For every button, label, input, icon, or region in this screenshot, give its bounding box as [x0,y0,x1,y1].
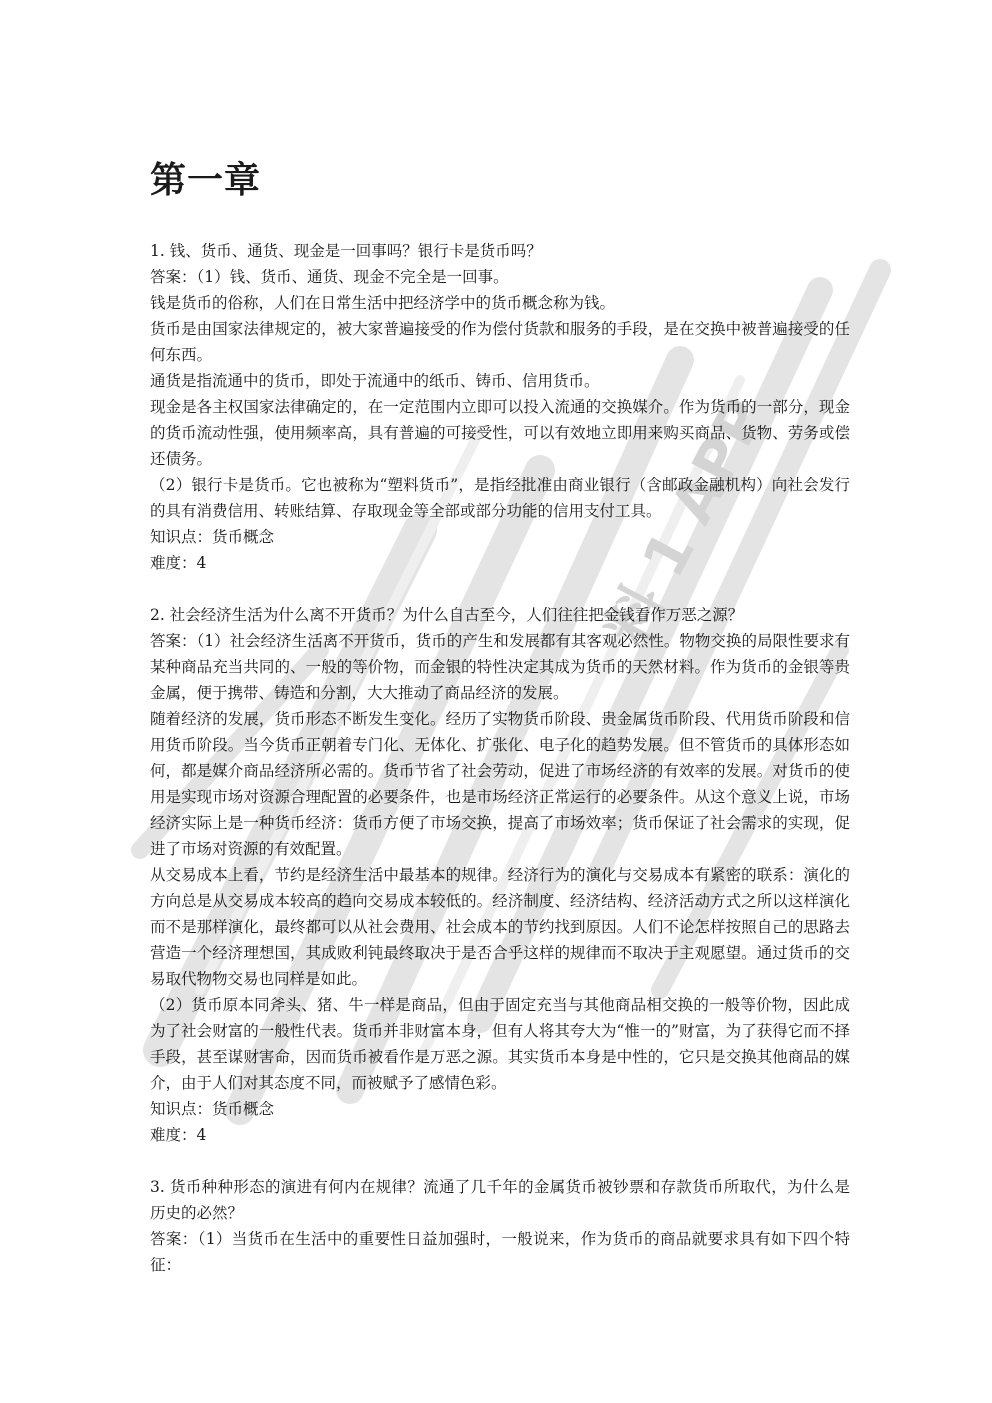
question-title: 1. 钱、货币、通货、现金是一回事吗？银行卡是货币吗？ [150,242,542,260]
document-content [150,238,850,1304]
difficulty: 难度：4 [150,1126,207,1144]
difficulty: 难度：4 [150,554,207,572]
question-title: 3. 货币种种形态的演进有何内在规律？流通了几千年的金属货币被钞票和存款货币所取代，为什么是历史的必然？ [150,1178,850,1222]
watermark-text: 料 1 APP [592,387,779,657]
answer-paragraph: 现金是各主权国家法律确定的，在一定范围内立即可以投入流通的交换媒介。作为货币的一部分，现金的货币流动性强，使用频率高，具有普遍的可接受性，可以有效地立即用来购买商品、货物、劳务或偿还债务。 [150,398,850,468]
document-page [150,0,850,1403]
knowledge-point: 知识点：货币概念 [150,528,275,546]
answer-paragraph: 答案：（1）当货币在生活中的重要性日益加强时，一般说来，作为货币的商品就要求具有如下四个特征： [150,1230,850,1274]
question-title: 2. 社会经济生活为什么离不开货币？为什么自古至今，人们往往把金钱看作万恶之源？ [150,606,744,624]
chapter-title: 第一章 [150,159,262,201]
answer-paragraph: 随着经济的发展，货币形态不断发生变化。经历了实物货币阶段、贵金属货币阶段、代用货币阶段和信用货币阶段。当今货币正朝着专门化、无体化、扩张化、电子化的趋势发展。但不管货币的具体形态如何，都是媒介商品经济所必需的。货币节省了社会劳动，促进了市场经济的有效率的发展。对货币的使用是实现市场对资源合理配置的必要条件，也是市场经济正常运行的必要条件。从这个意义上说，市场经济实际上是一种货币经济：货币方便了市场交换，提高了市场效率；货币保证了社会需求的实现，促进了市场对资源的有效配置。 [150,710,850,858]
answer-paragraph: （2）货币原本同斧头、猪、牛一样是商品，但由于固定充当与其他商品相交换的一般等价物，因此成为了社会财富的一般性代表。货币并非财富本身，但有人将其夸大为“惟一的”财富，为了获得它而不择手段，甚至谋财害命，因而货币被看作是万恶之源。其实货币本身是中性的，它只是交换其他商品的媒介，由于人们对其态度不同，而被赋予了感情色彩。 [150,996,850,1092]
answer-paragraph: （2）银行卡是货币。它也被称为“塑料货币”，是指经批准由商业银行（含邮政金融机构）向社会发行的具有消费信用、转账结算、存取现金等全部或部分功能的信用支付工具。 [150,476,850,520]
knowledge-point: 知识点：货币概念 [150,1100,275,1118]
answer-paragraph: 钱是货币的俗称，人们在日常生活中把经济学中的货币概念称为钱。 [150,294,616,312]
answer-paragraph: 答案：（1）钱、货币、通货、现金不完全是一回事。 [150,268,509,286]
question-block-3 [150,1174,850,1278]
answer-paragraph: 答案：（1）社会经济生活离不开货币，货币的产生和发展都有其客观必然性。物物交换的局限性要求有某种商品充当共同的、一般的等价物，而金银的特性决定其成为货币的天然材料。作为货币的金银等贵金属，便于携带、铸造和分割，大大推动了商品经济的发展。 [150,632,850,702]
question-block-1 [150,238,850,576]
answer-paragraph: 通货是指流通中的货币，即处于流通中的纸币、铸币、信用货币。 [150,372,600,390]
answer-paragraph: 货币是由国家法律规定的，被大家普遍接受的作为偿付货款和服务的手段，是在交换中被普遍接受的任何东西。 [150,320,850,364]
answer-paragraph: 从交易成本上看，节约是经济生活中最基本的规律。经济行为的演化与交易成本有紧密的联系：演化的方向总是从交易成本较高的趋向交易成本较低的。经济制度、经济结构、经济活动方式之所以这样演化而不是那样演化，最终都可以从社会费用、社会成本的节约找到原因。人们不论怎样按照自己的思路去营造一个经济理想国，其成败利钝最终取决于是否合乎这样的规律而不取决于主观愿望。通过货币的交易取代物物交易也同样是如此。 [150,866,850,988]
question-block-2 [150,602,850,1148]
